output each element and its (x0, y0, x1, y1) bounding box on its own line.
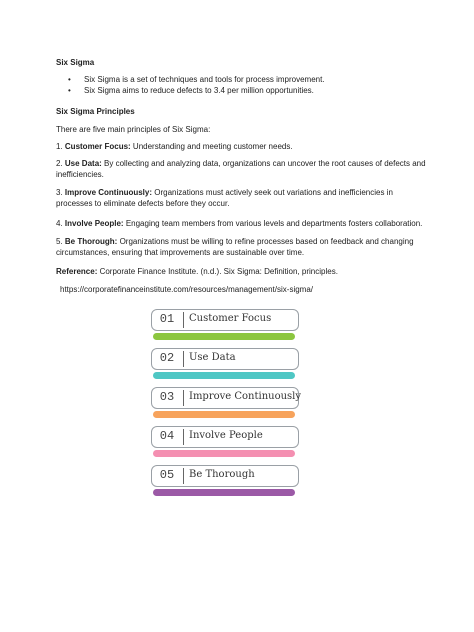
step-color-bar (153, 333, 295, 340)
step-color-bar (153, 372, 295, 379)
step-divider (183, 312, 184, 328)
step-color-bar (153, 450, 295, 457)
principle-item (56, 218, 426, 229)
step-number: 02 (159, 351, 175, 365)
principle-text: By collecting and analyzing data, organizations can uncover the root causes of defects and inefficiencies. (56, 159, 426, 179)
step-label: Customer Focus (189, 313, 272, 324)
reference-url[interactable]: https://corporatefinanceinstitute.com/resources/management/six-sigma/ (60, 285, 314, 294)
step-divider (183, 390, 184, 406)
principle-text: Organizations must actively seek out variations and inefficiencies in processes to eliminate defects before they occur. (56, 188, 393, 208)
infographic-step (149, 346, 301, 382)
principle-item (56, 187, 426, 209)
step-number: 01 (159, 312, 175, 326)
step-label: Improve Continuously (189, 391, 302, 402)
principle-term: Use Data: (64, 159, 102, 168)
principle-number: 2. (56, 159, 65, 168)
step-number: 03 (159, 390, 175, 404)
principle-text: Understanding and meeting customer needs. (130, 142, 293, 151)
step-color-bar (153, 411, 295, 418)
infographic-step (149, 463, 301, 499)
principle-term: Customer Focus: (64, 142, 131, 151)
step-label: Use Data (189, 352, 236, 363)
principle-text: Organizations must be willing to refine processes based on feedback and changing circumstances, ensuring that improvements are sustainable over time. (56, 237, 414, 257)
step-label: Involve People (189, 430, 263, 441)
principle-item (56, 141, 426, 152)
reference-text: Corporate Finance Institute. (n.d.). Six Sigma: Definition, principles. (97, 267, 338, 276)
reference-label: Reference: (56, 267, 98, 276)
bullet-text: Six Sigma aims to reduce defects to 3.4 per million opportunities. (84, 86, 314, 95)
principles-infographic (149, 307, 301, 503)
principle-number: 5. (56, 237, 65, 246)
principle-number: 3. (56, 188, 65, 197)
principle-number: 1. (56, 142, 65, 151)
step-label: Be Thorough (189, 469, 255, 480)
principle-term: Improve Continuously: (64, 188, 153, 197)
step-number: 05 (159, 468, 175, 482)
step-divider (183, 351, 184, 367)
bullet-item (68, 74, 325, 85)
bullet-item (68, 85, 325, 96)
principle-item (56, 158, 426, 180)
principles-intro: There are five main principles of Six Sigma: (56, 125, 211, 134)
step-divider (183, 429, 184, 445)
principles-heading: Six Sigma Principles (56, 107, 135, 116)
bullet-text: Six Sigma is a set of techniques and tools for process improvement. (84, 75, 325, 84)
principle-term: Involve People: (64, 219, 124, 228)
step-divider (183, 468, 184, 484)
principle-number: 4. (56, 219, 65, 228)
infographic-step (149, 424, 301, 460)
bullet-icon: • (68, 86, 71, 95)
principle-item (56, 236, 426, 258)
bullet-list (68, 74, 325, 96)
doc-heading: Six Sigma (56, 58, 95, 67)
infographic-step (149, 307, 301, 343)
step-color-bar (153, 489, 295, 496)
bullet-icon: • (68, 75, 71, 84)
step-number: 04 (159, 429, 175, 443)
principle-term: Be Thorough: (64, 237, 118, 246)
reference-line (56, 266, 338, 277)
infographic-step (149, 385, 301, 421)
principle-text: Engaging team members from various levels and departments fosters collaboration. (123, 219, 423, 228)
